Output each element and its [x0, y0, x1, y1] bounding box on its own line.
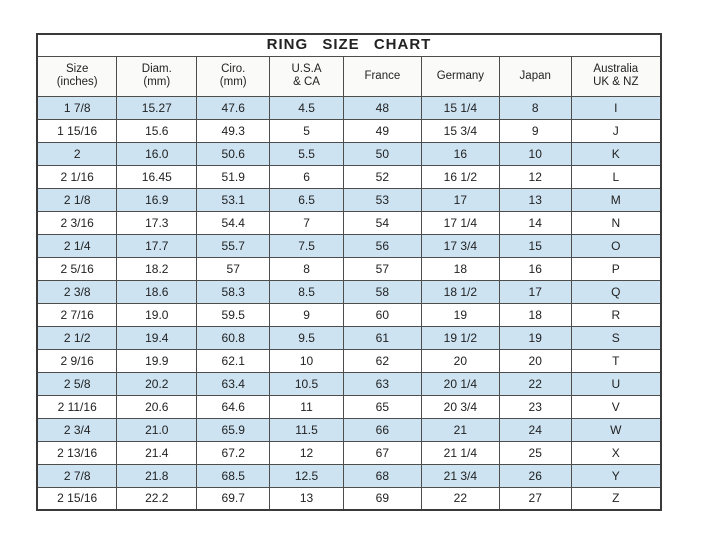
- column-header: [343, 56, 421, 96]
- table-row: [37, 395, 661, 418]
- table-cell: 69: [343, 487, 421, 510]
- table-cell: M: [571, 188, 661, 211]
- table-cell: 65: [343, 395, 421, 418]
- table-cell: 57: [197, 257, 270, 280]
- table-cell: 56: [343, 234, 421, 257]
- table-row: [37, 372, 661, 395]
- table-cell: 1 15/16: [37, 119, 117, 142]
- table-cell: 52: [343, 165, 421, 188]
- table-cell: 9: [270, 303, 344, 326]
- column-header: [197, 56, 270, 96]
- table-cell: 62.1: [197, 349, 270, 372]
- table-cell: 18.2: [117, 257, 197, 280]
- table-cell: 17 3/4: [421, 234, 499, 257]
- table-cell: N: [571, 211, 661, 234]
- table-cell: 6: [270, 165, 344, 188]
- table-cell: 16.9: [117, 188, 197, 211]
- table-cell: 49.3: [197, 119, 270, 142]
- table-cell: 16: [421, 142, 499, 165]
- table-cell: 8: [270, 257, 344, 280]
- table-cell: 2 9/16: [37, 349, 117, 372]
- table-cell: 58: [343, 280, 421, 303]
- table-cell: 2 5/16: [37, 257, 117, 280]
- table-cell: 21.0: [117, 418, 197, 441]
- ring-size-chart-table: [36, 33, 662, 511]
- column-header-line: Diam.: [141, 63, 172, 75]
- table-cell: 17.3: [117, 211, 197, 234]
- table-row: [37, 211, 661, 234]
- table-cell: 57: [343, 257, 421, 280]
- table-cell: P: [571, 257, 661, 280]
- table-row: [37, 464, 661, 487]
- table-row: [37, 303, 661, 326]
- table-cell: 20: [421, 349, 499, 372]
- table-cell: I: [571, 96, 661, 119]
- table-cell: 2 5/8: [37, 372, 117, 395]
- table-cell: 15: [499, 234, 571, 257]
- table-cell: 59.5: [197, 303, 270, 326]
- table-cell: T: [571, 349, 661, 372]
- column-header: [499, 56, 571, 96]
- column-header-line: (inches): [56, 76, 98, 88]
- table-cell: 18.6: [117, 280, 197, 303]
- table-cell: 65.9: [197, 418, 270, 441]
- table-cell: 19.0: [117, 303, 197, 326]
- table-cell: 63.4: [197, 372, 270, 395]
- table-cell: 18: [499, 303, 571, 326]
- table-cell: 23: [499, 395, 571, 418]
- column-header: [421, 56, 499, 96]
- table-cell: 27: [499, 487, 571, 510]
- table-cell: 50: [343, 142, 421, 165]
- table-cell: 19: [421, 303, 499, 326]
- column-header-line: France: [364, 69, 401, 82]
- table-cell: 6.5: [270, 188, 344, 211]
- table-cell: 5.5: [270, 142, 344, 165]
- table-row: [37, 349, 661, 372]
- table-cell: 10.5: [270, 372, 344, 395]
- table-cell: X: [571, 441, 661, 464]
- table-cell: 50.6: [197, 142, 270, 165]
- table-cell: 60.8: [197, 326, 270, 349]
- table-cell: 12: [270, 441, 344, 464]
- table-cell: L: [571, 165, 661, 188]
- table-cell: 64.6: [197, 395, 270, 418]
- column-header-line: U.S.A: [291, 63, 322, 75]
- table-row: [37, 280, 661, 303]
- table-cell: 20.6: [117, 395, 197, 418]
- column-header: [571, 56, 661, 96]
- table-cell: 19.4: [117, 326, 197, 349]
- table-cell: 2 3/4: [37, 418, 117, 441]
- table-cell: 11.5: [270, 418, 344, 441]
- title-row: [37, 34, 661, 56]
- table-cell: 10: [499, 142, 571, 165]
- table-cell: 10: [270, 349, 344, 372]
- header-row: [37, 56, 661, 96]
- table-cell: 61: [343, 326, 421, 349]
- table-cell: 9.5: [270, 326, 344, 349]
- table-cell: 19 1/2: [421, 326, 499, 349]
- table-cell: 8: [499, 96, 571, 119]
- table-row: [37, 119, 661, 142]
- table-cell: 24: [499, 418, 571, 441]
- table-row: [37, 418, 661, 441]
- table-cell: 2: [37, 142, 117, 165]
- table-row: [37, 487, 661, 510]
- table-cell: 22: [421, 487, 499, 510]
- table-cell: 20: [499, 349, 571, 372]
- table-cell: 22: [499, 372, 571, 395]
- table-cell: 21: [421, 418, 499, 441]
- table-cell: W: [571, 418, 661, 441]
- table-cell: 20 3/4: [421, 395, 499, 418]
- table-cell: 21 3/4: [421, 464, 499, 487]
- table-cell: 66: [343, 418, 421, 441]
- table-cell: 2 1/16: [37, 165, 117, 188]
- table-cell: 13: [499, 188, 571, 211]
- table-cell: R: [571, 303, 661, 326]
- table-cell: 12: [499, 165, 571, 188]
- table-cell: 2 3/16: [37, 211, 117, 234]
- table-cell: 2 1/8: [37, 188, 117, 211]
- table-cell: 2 13/16: [37, 441, 117, 464]
- table-row: [37, 96, 661, 119]
- table-body: [37, 96, 661, 510]
- table-cell: 25: [499, 441, 571, 464]
- table-cell: 51.9: [197, 165, 270, 188]
- table-cell: 15.6: [117, 119, 197, 142]
- table-cell: U: [571, 372, 661, 395]
- table-cell: 67.2: [197, 441, 270, 464]
- table-cell: 4.5: [270, 96, 344, 119]
- table-cell: K: [571, 142, 661, 165]
- table-row: [37, 441, 661, 464]
- table-cell: 13: [270, 487, 344, 510]
- table-cell: 2 7/8: [37, 464, 117, 487]
- table-cell: 16.0: [117, 142, 197, 165]
- column-header-line: Size: [65, 63, 89, 75]
- table-cell: 16: [499, 257, 571, 280]
- table-cell: 21 1/4: [421, 441, 499, 464]
- table-cell: 63: [343, 372, 421, 395]
- table-cell: 60: [343, 303, 421, 326]
- table-cell: 68.5: [197, 464, 270, 487]
- table-cell: 8.5: [270, 280, 344, 303]
- table-cell: 26: [499, 464, 571, 487]
- table-cell: 17: [499, 280, 571, 303]
- chart-title: RING SIZE CHART: [37, 34, 661, 56]
- table-cell: 68: [343, 464, 421, 487]
- table-cell: 2 15/16: [37, 487, 117, 510]
- table-cell: 19: [499, 326, 571, 349]
- table-cell: O: [571, 234, 661, 257]
- column-header: [117, 56, 197, 96]
- table-cell: 67: [343, 441, 421, 464]
- table-cell: 17.7: [117, 234, 197, 257]
- column-header-line: UK & NZ: [593, 76, 639, 88]
- table-cell: 16.45: [117, 165, 197, 188]
- table-cell: 21.4: [117, 441, 197, 464]
- table-cell: 15 1/4: [421, 96, 499, 119]
- column-header-line: Japan: [519, 69, 551, 82]
- table-cell: 19.9: [117, 349, 197, 372]
- table-cell: 18: [421, 257, 499, 280]
- table-cell: 2 7/16: [37, 303, 117, 326]
- table-cell: 54.4: [197, 211, 270, 234]
- table-cell: 9: [499, 119, 571, 142]
- table-cell: 7.5: [270, 234, 344, 257]
- table-cell: 12.5: [270, 464, 344, 487]
- table-cell: 58.3: [197, 280, 270, 303]
- column-header-line: Germany: [436, 69, 484, 82]
- table-cell: 17: [421, 188, 499, 211]
- table-cell: S: [571, 326, 661, 349]
- table-row: [37, 234, 661, 257]
- table-cell: 7: [270, 211, 344, 234]
- table-cell: 54: [343, 211, 421, 234]
- column-header-line: & CA: [293, 76, 320, 88]
- table-cell: 2 1/2: [37, 326, 117, 349]
- table-row: [37, 142, 661, 165]
- column-header-line: (mm): [143, 76, 171, 88]
- table-cell: Z: [571, 487, 661, 510]
- table-cell: 55.7: [197, 234, 270, 257]
- column-header-line: Australia: [593, 63, 639, 75]
- table-cell: 14: [499, 211, 571, 234]
- column-header-line: (mm): [219, 76, 247, 88]
- table-cell: 11: [270, 395, 344, 418]
- table-cell: 5: [270, 119, 344, 142]
- table-cell: 17 1/4: [421, 211, 499, 234]
- table-cell: 62: [343, 349, 421, 372]
- table-cell: 1 7/8: [37, 96, 117, 119]
- table-cell: 2 11/16: [37, 395, 117, 418]
- table-cell: 2 3/8: [37, 280, 117, 303]
- table-row: [37, 188, 661, 211]
- table-row: [37, 326, 661, 349]
- column-header: [37, 56, 117, 96]
- table-cell: 48: [343, 96, 421, 119]
- table-cell: Y: [571, 464, 661, 487]
- table-cell: V: [571, 395, 661, 418]
- table-cell: 22.2: [117, 487, 197, 510]
- table-cell: 49: [343, 119, 421, 142]
- table-row: [37, 165, 661, 188]
- table-cell: 16 1/2: [421, 165, 499, 188]
- table-cell: J: [571, 119, 661, 142]
- table-cell: 18 1/2: [421, 280, 499, 303]
- table-cell: 15 3/4: [421, 119, 499, 142]
- table-cell: 53.1: [197, 188, 270, 211]
- table-cell: 47.6: [197, 96, 270, 119]
- column-header-line: Ciro.: [221, 63, 246, 75]
- table-cell: 2 1/4: [37, 234, 117, 257]
- table-cell: 21.8: [117, 464, 197, 487]
- table-cell: 15.27: [117, 96, 197, 119]
- table-cell: Q: [571, 280, 661, 303]
- table-cell: 20.2: [117, 372, 197, 395]
- table-row: [37, 257, 661, 280]
- table-cell: 69.7: [197, 487, 270, 510]
- column-header: [270, 56, 344, 96]
- table-cell: 53: [343, 188, 421, 211]
- table-cell: 20 1/4: [421, 372, 499, 395]
